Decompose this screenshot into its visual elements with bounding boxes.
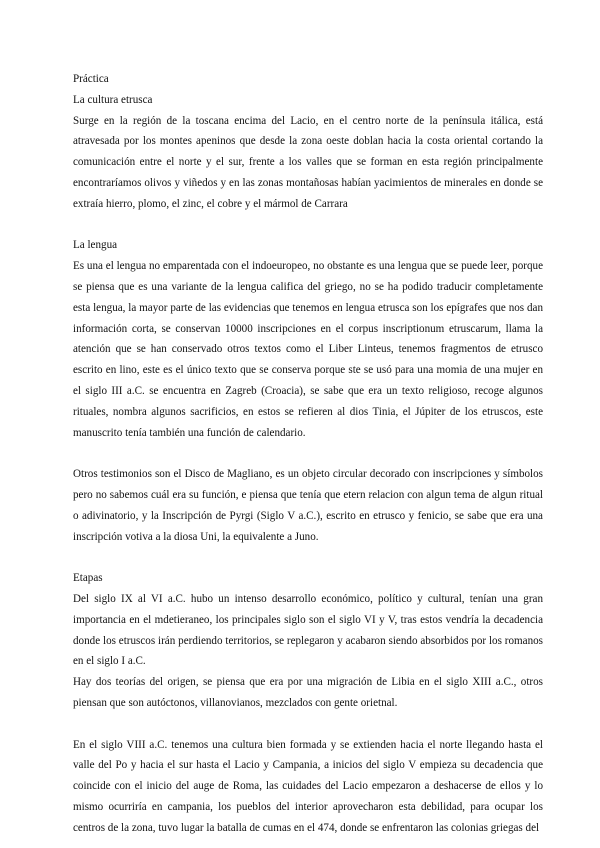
document-body	[73, 69, 543, 838]
lengua-paragraph-2: Otros testimonios son el Disco de Magliano, es un objeto circular decorado con inscripciones y símbolos pero no sabemos cuál era su función, e piensa que tenía que etern relacion con algun tema de algun ritual o adivinatorio, y la Inscripción de Pyrgi (Siglo V a.C.), escrito en etrusco y fenicio, se sabe que era una inscripción votiva a la diosa Uni, la equivalente a Juno.	[73, 468, 543, 543]
etapas-heading: Etapas	[73, 572, 103, 585]
etapas-paragraph-3: En el siglo VIII a.C. tenemos una cultura bien formada y se extienden hacia el norte llegando hasta el valle del Po y hacia el sur hasta el Lacio y Campania, a inicios del siglo V empieza su decadencia que coincide con el inicio del auge de Roma, las cuidades del Lacio empezaron a deshacerse de ellos y lo mismo ocurriría en campania, los pueblos del interior aprovecharon esta debilidad, para ocupar los centros de la zona, tuvo lugar la batalla de cumas en el 474, donde se enfrentaron las colonias griegas del	[73, 738, 543, 834]
etapas-paragraph-1: Del siglo IX al VI a.C. hubo un intenso desarrollo económico, político y cultural, tenían una gran importancia en el mdetieraneo, los principales siglo son el siglo VI y V, tras estos vendría la decadencia donde los etruscos irán perdiendo territorios, se replegaron y acabaron siendo absorbidos por los romanos en el siglo I a.C.	[73, 592, 543, 668]
etapas-paragraph-2: Hay dos teorías del origen, se piensa que era por una migración de Libia en el siglo XIII a.C., otros piensan que son autóctonos, villanovianos, mezclados con gente orietnal.	[73, 676, 543, 709]
document-title: La cultura etrusca	[73, 93, 153, 106]
intro-paragraph: Surge en la región de la toscana encima del Lacio, en el centro norte de la península itálica, está atravesada por los montes apeninos que desde la zona oeste doblan hacia la costa oriental cortando la comunicación entre el norte y el sur, frente a los valles que se forman en esta región principalmente encontraríamos olivos y viñedos y en las zonas montañosas habían yacimientos de minerales en donde se extraía hierro, plomo, el zinc, el cobre y el mármol de Carrara	[73, 114, 543, 210]
lengua-heading: La lengua	[73, 239, 118, 252]
paragraph-gap	[73, 547, 543, 568]
paragraph-gap	[73, 215, 543, 236]
lengua-paragraph-1: Es una el lengua no emparentada con el indoeuropeo, no obstante es una lengua que se puede leer, porque se piensa que es una variante de la lengua califica del griego, no se ha podido traducir completamente esta lengua, la mayor parte de las evidencias que tenemos en lengua etrusca son los epígrafes que nos dan información corta, se conservan 10000 inscripciones en el corpus inscriptionum etruscarum, llama la atención que se han conservado otros textos como el Liber Linteus, tenemos fragmentos de etrusco escrito en lino, este es el único texto que se conserva porque ste se usó para una momia de una mujer en el siglo III a.C. se encuentra en Zagreb (Croacia), se sabe que era un texto religioso, recoge algunos rituales, nombra algunos sacrificios, en estos se refieren al dios Tinia, el Júpiter de los etruscos, este manuscrito tenía también una función de calendario.	[73, 260, 543, 439]
section-label: Práctica	[73, 73, 109, 85]
paragraph-gap	[73, 443, 543, 464]
paragraph-gap	[73, 714, 543, 735]
